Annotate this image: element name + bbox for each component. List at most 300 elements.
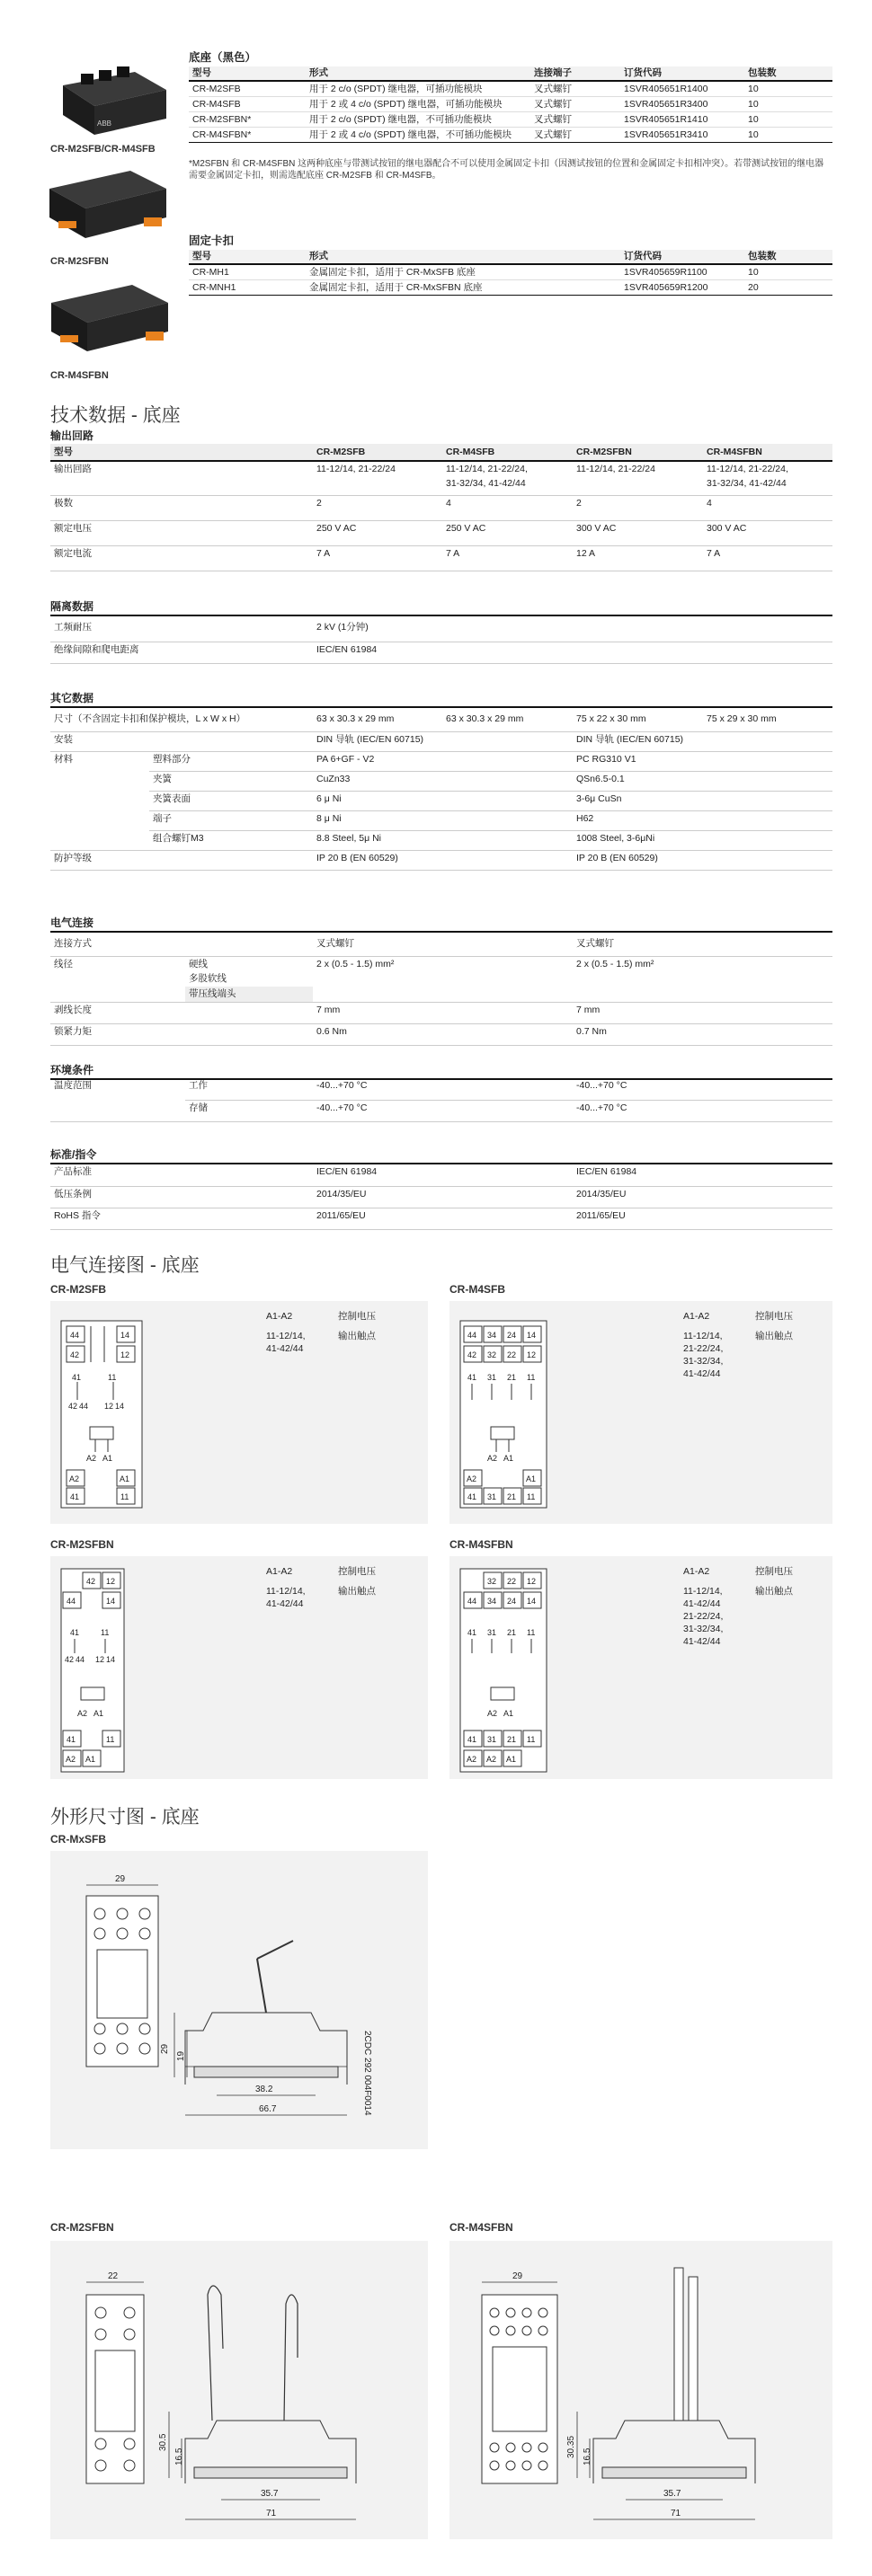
col-header: 型号 (50, 444, 313, 461)
cell: 4 (442, 495, 573, 520)
cell: 300 V AC (703, 520, 832, 545)
terminal: 14 (120, 1331, 130, 1340)
col-header: CR-M2SFBN (573, 444, 703, 461)
cell: 产品标准 (50, 1164, 313, 1186)
product-label-2: CR-M2SFBN (50, 256, 109, 267)
cell: 工频耐压 (50, 620, 313, 642)
table-row (50, 1078, 832, 1100)
cell: 安装 (50, 731, 313, 751)
cell: 带压线端头 (185, 987, 313, 1002)
a1-label: A1-A2 (266, 1566, 293, 1577)
dim-box-cr-m2sfbn (50, 2241, 428, 2539)
cell: 金属固定卡扣，适用于 CR-MxSFB 底座 (306, 264, 620, 280)
table-row (50, 731, 832, 751)
a1-label: A1-A2 (683, 1311, 710, 1322)
cell: 7 A (442, 545, 573, 571)
isolation-table (50, 620, 832, 664)
product-label-3: CR-M4SFBN (50, 370, 109, 381)
elec-table (50, 936, 832, 1046)
isolation-title: 隔离数据 (50, 598, 832, 616)
terminal: 11 (527, 1492, 536, 1501)
dim-height2: 19 (176, 2050, 186, 2061)
terminal: 44 (467, 1331, 477, 1340)
std-title: 标准/指令 (50, 1146, 832, 1164)
dim-base1: 38.2 (255, 2085, 273, 2094)
cell: -40...+70 °C (573, 1100, 832, 1121)
terminal: 41 (70, 1628, 80, 1637)
table-row (189, 112, 832, 128)
terminal: A1 (93, 1709, 104, 1718)
elec-title: 电气连接 (50, 915, 832, 933)
clips-title: 固定卡扣 (189, 235, 235, 247)
cell: 63 x 30.3 x 29 mm (313, 712, 442, 731)
clips-table (189, 250, 832, 296)
terminal: 12 (120, 1350, 130, 1359)
col-header: CR-M4SFB (442, 444, 573, 461)
col-header: 形式 (306, 250, 530, 264)
terminal: 24 (507, 1331, 517, 1340)
terminal: 22 (507, 1577, 517, 1586)
table-row (50, 642, 832, 663)
cell: 叉式螺钉 (530, 128, 620, 143)
tech-title: 技术数据 - 底座 (50, 405, 181, 426)
cell: 10 (744, 81, 832, 97)
cell: 8 μ Ni (313, 810, 573, 830)
cell: 锁紧力矩 (50, 1023, 313, 1045)
brand-logo: ABB (97, 120, 112, 128)
a1-label: A1-A2 (266, 1311, 293, 1322)
cell: 75 x 29 x 30 mm (703, 712, 832, 731)
cell: 防护等级 (50, 850, 313, 870)
cell: CR-M2SFB (189, 81, 306, 97)
terminal: 14 (527, 1331, 537, 1340)
drawing-code: 2CDC 292 004F0014 (362, 2031, 372, 2116)
table-row (50, 850, 832, 870)
terminal: A2 (487, 1454, 498, 1463)
table-row (50, 810, 832, 830)
terminal: A1 (85, 1755, 96, 1764)
product-image-cr-mxsfb (54, 54, 171, 139)
terminal: 14 (115, 1402, 125, 1411)
table-row (50, 620, 832, 642)
cell: 0.6 Nm (313, 1023, 573, 1045)
terminal: 42 (68, 1402, 78, 1411)
cell: 用于 2 c/o (SPDT) 继电器，可插功能模块 (306, 81, 530, 97)
dim-base1: 35.7 (663, 2489, 681, 2499)
table-row (50, 461, 832, 495)
cell: -40...+70 °C (573, 1078, 832, 1100)
terminal: 42 (86, 1577, 96, 1586)
table-header (189, 66, 832, 81)
cell: 0.7 Nm (573, 1023, 832, 1045)
terminal: 42 (70, 1350, 80, 1359)
terminal: 11 (527, 1735, 536, 1744)
dim-title-2: CR-M2SFBN (50, 2221, 114, 2234)
cell: 75 x 22 x 30 mm (573, 712, 703, 731)
a1-desc: 控制电压 (755, 1566, 793, 1577)
wiring-title-4: CR-M4SFBN (449, 1538, 513, 1551)
cell: IEC/EN 61984 (313, 1164, 573, 1186)
table-row (50, 520, 832, 545)
terminal: 14 (527, 1597, 537, 1606)
col-header: 订货代码 (620, 250, 744, 264)
product-image-cr-m2sfbn (45, 162, 171, 252)
terminal: 41 (70, 1492, 80, 1501)
other-table (50, 712, 832, 871)
terminal: 14 (106, 1655, 116, 1664)
table-row (189, 280, 832, 296)
cell: 2011/65/EU (573, 1208, 832, 1229)
cell: 2 x (0.5 - 1.5) mm² (313, 956, 573, 1002)
cell: 11-12/14, 21-22/24, 31-32/34, 41-42/44 (442, 461, 573, 495)
cell: 63 x 30.3 x 29 mm (442, 712, 573, 731)
cell: 用于 2 c/o (SPDT) 继电器，不可插功能模块 (306, 112, 530, 128)
cell: 4 (703, 495, 832, 520)
dim-box-cr-mxsfb (50, 1851, 428, 2149)
terminal: 11 (120, 1492, 129, 1501)
dim-box-cr-m4sfbn (449, 2241, 832, 2539)
dimension-drawing (50, 2241, 428, 2539)
sockets-note: *M2SFBN 和 CR-M4SFBN 这两种底座与带测试按钮的继电器配合不可以使用金属固定卡扣（因测试按钮的位置和金属固定卡扣相冲突）。若带测试按钮的继电器需要金属固定卡扣，则需选配底座 CR-M2SFB 和 CR-M4SFB。 (189, 159, 824, 181)
cell: CR-MH1 (189, 264, 306, 280)
output-label: 11-12/14, 41-42/44 (266, 1331, 306, 1354)
cell: 叉式螺钉 (530, 81, 620, 97)
terminal: A2 (86, 1454, 97, 1463)
terminal: A2 (66, 1755, 76, 1764)
terminal: 41 (67, 1735, 76, 1744)
cell: 用于 2 或 4 c/o (SPDT) 继电器，不可插功能模块 (306, 128, 530, 143)
terminal: 31 (487, 1492, 497, 1501)
output-desc: 输出触点 (755, 1331, 793, 1341)
wiring-box-cr-m2sfb (50, 1301, 428, 1524)
cell: 叉式螺钉 (530, 112, 620, 128)
terminal: A2 (69, 1474, 80, 1483)
terminal: 41 (467, 1735, 477, 1744)
dim-title-3: CR-M4SFBN (449, 2221, 513, 2234)
cell: 300 V AC (573, 520, 703, 545)
table-row (50, 1186, 832, 1208)
other-title: 其它数据 (50, 690, 832, 708)
cell: 1008 Steel, 3-6μNi (573, 830, 832, 850)
cell: 2014/35/EU (573, 1186, 832, 1208)
table-row (50, 771, 832, 791)
std-table (50, 1164, 832, 1230)
terminal: 44 (79, 1402, 89, 1411)
table-row (50, 791, 832, 810)
output-title: 输出回路 (50, 429, 94, 442)
dim-base2: 71 (671, 2509, 681, 2518)
cell: 1SVR405651R1410 (620, 112, 744, 128)
cell: PC RG310 V1 (573, 751, 832, 771)
terminal: 31 (487, 1628, 497, 1637)
table-row (50, 956, 832, 971)
table-row (50, 495, 832, 520)
table-row (50, 751, 832, 771)
terminal: 11 (527, 1628, 536, 1637)
sockets-title: 底座（黑色） (189, 51, 257, 64)
cell: H62 (573, 810, 832, 830)
col-header: 连接端子 (530, 66, 620, 81)
a1-desc: 控制电压 (338, 1566, 376, 1577)
cell: 尺寸（不含固定卡扣和保护模块，L x W x H） (50, 712, 313, 731)
cell: 250 V AC (442, 520, 573, 545)
cell: 输出回路 (50, 461, 313, 495)
cell: 极数 (50, 495, 313, 520)
table-row (50, 545, 832, 571)
product-label-1: CR-M2SFB/CR-M4SFB (50, 144, 156, 155)
table-row (189, 264, 832, 280)
output-label: 11-12/14, 21-22/24, 31-32/34, 41-42/44 (683, 1331, 724, 1379)
cell: -40...+70 °C (313, 1100, 573, 1121)
terminal: A1 (526, 1474, 537, 1483)
cell: 存储 (185, 1100, 313, 1121)
table-row (50, 712, 832, 731)
cell: 叉式螺钉 (313, 936, 573, 956)
wiring-title-2: CR-M4SFB (449, 1283, 505, 1296)
cell: 11-12/14, 21-22/24 (313, 461, 442, 495)
col-header (530, 250, 620, 264)
env-table (50, 1078, 832, 1122)
terminal: 12 (95, 1655, 105, 1664)
wiring-box-cr-m4sfbn (449, 1556, 832, 1779)
output-label: 11-12/14, 41-42/44 (266, 1586, 306, 1609)
table-row (50, 830, 832, 850)
cell: CR-M2SFBN* (189, 112, 306, 128)
terminal: 11 (108, 1373, 117, 1382)
dim-base1: 35.7 (261, 2489, 279, 2499)
cell: RoHS 指令 (50, 1208, 313, 1229)
cell: 7 mm (313, 1002, 573, 1023)
cell: 工作 (185, 1078, 313, 1100)
cell: 1SVR405659R1100 (620, 264, 744, 280)
cell: 1SVR405651R3410 (620, 128, 744, 143)
cell: 7 mm (573, 1002, 832, 1023)
terminal: A1 (120, 1474, 130, 1483)
terminal: 34 (487, 1331, 497, 1340)
dim-title-1: CR-MxSFB (50, 1833, 106, 1846)
terminal: 12 (104, 1402, 114, 1411)
cell: 250 V AC (313, 520, 442, 545)
dim-height2: 16.5 (174, 2448, 184, 2465)
col-header: 包装数 (744, 250, 832, 264)
cell: 10 (744, 128, 832, 143)
wiring-title: 电气连接图 - 底座 (50, 1255, 200, 1276)
terminal: 41 (72, 1373, 82, 1382)
table-row (189, 97, 832, 112)
cell: 线径 (50, 956, 185, 1002)
cell: IP 20 B (EN 60529) (313, 850, 573, 870)
cell: 2 (313, 495, 442, 520)
terminal: A1 (506, 1755, 517, 1764)
cell: 温度范围 (50, 1078, 185, 1121)
cell: 用于 2 或 4 c/o (SPDT) 继电器，可插功能模块 (306, 97, 530, 112)
cell: 1SVR405659R1200 (620, 280, 744, 296)
terminal: 21 (507, 1628, 517, 1637)
dim-width: 22 (108, 2271, 119, 2281)
cell: 1SVR405651R1400 (620, 81, 744, 97)
terminal: 21 (507, 1492, 517, 1501)
terminal: 32 (487, 1350, 497, 1359)
dim-base2: 71 (266, 2509, 277, 2518)
cell: 额定电流 (50, 545, 313, 571)
dimension-drawing (50, 1851, 428, 2149)
terminal: 41 (467, 1492, 477, 1501)
wiring-title-1: CR-M2SFB (50, 1283, 106, 1296)
table-row (50, 1023, 832, 1045)
terminal: 34 (487, 1597, 497, 1606)
a1-desc: 控制电压 (755, 1311, 793, 1322)
cell: 剥线长度 (50, 1002, 313, 1023)
cell: QSn6.5-0.1 (573, 771, 832, 791)
col-header: 订货代码 (620, 66, 744, 81)
terminal: 22 (507, 1350, 517, 1359)
cell: DIN 导轨 (IEC/EN 60715) (573, 731, 832, 751)
dim-width: 29 (512, 2271, 523, 2281)
terminal: 12 (106, 1577, 116, 1586)
terminal: 44 (70, 1331, 80, 1340)
output-label: 11-12/14, 41-42/44 21-22/24, 31-32/34, 41-42/44 (683, 1586, 724, 1647)
cell: 10 (744, 112, 832, 128)
cell: CR-M4SFB (189, 97, 306, 112)
terminal: 31 (487, 1373, 497, 1382)
terminal: 32 (487, 1577, 497, 1586)
col-header: CR-M2SFB (313, 444, 442, 461)
cell: 连接方式 (50, 936, 313, 956)
cell: 金属固定卡扣，适用于 CR-MxSFBN 底座 (306, 280, 620, 296)
cell: 20 (744, 280, 832, 296)
terminal: 41 (467, 1373, 477, 1382)
a1-desc: 控制电压 (338, 1311, 376, 1322)
table-row (50, 1002, 832, 1023)
terminal: 11 (106, 1735, 115, 1744)
cell: 夹簧 (149, 771, 313, 791)
cell: 2 kV (1分钟) (313, 620, 832, 642)
cell: 塑料部分 (149, 751, 313, 771)
cell: 绝缘间隙和爬电距离 (50, 642, 313, 663)
col-header: 型号 (189, 66, 306, 81)
cell: 2 x (0.5 - 1.5) mm² (573, 956, 832, 1002)
terminal: 11 (101, 1628, 110, 1637)
cell: CR-M4SFBN* (189, 128, 306, 143)
table-row (50, 1208, 832, 1229)
terminal: 44 (467, 1597, 477, 1606)
cell: 叉式螺钉 (530, 97, 620, 112)
cell: 材料 (50, 751, 149, 850)
col-header: CR-M4SFBN (703, 444, 832, 461)
terminal: 44 (76, 1655, 85, 1664)
cell: 额定电压 (50, 520, 313, 545)
dim-base2: 66.7 (259, 2104, 277, 2114)
col-header: 包装数 (744, 66, 832, 81)
cell: 8.8 Steel, 5μ Ni (313, 830, 573, 850)
cell: IEC/EN 61984 (573, 1164, 832, 1186)
cell: 12 A (573, 545, 703, 571)
terminal: 31 (487, 1735, 497, 1744)
cell: 2011/65/EU (313, 1208, 573, 1229)
cell: PA 6+GF - V2 (313, 751, 573, 771)
table-row (189, 128, 832, 143)
terminal: A2 (467, 1474, 477, 1483)
table-row (50, 936, 832, 956)
cell: 组合螺钉M3 (149, 830, 313, 850)
dims-title: 外形尺寸图 - 底座 (50, 1807, 200, 1828)
terminal: 44 (67, 1597, 76, 1606)
dim-height: 29 (160, 2043, 170, 2054)
output-table (50, 444, 832, 571)
terminal: 21 (507, 1373, 517, 1382)
cell: IEC/EN 61984 (313, 642, 832, 663)
cell: CR-MNH1 (189, 280, 306, 296)
cell: 1SVR405651R3400 (620, 97, 744, 112)
cell: 10 (744, 264, 832, 280)
env-title: 环境条件 (50, 1062, 832, 1080)
cell: 3-6μ CuSn (573, 791, 832, 810)
col-header: 型号 (189, 250, 306, 264)
product-image-cr-m4sfbn (47, 274, 173, 364)
terminal: A1 (503, 1709, 514, 1718)
terminal: 12 (527, 1350, 537, 1359)
cell: 11-12/14, 21-22/24, 31-32/34, 41-42/44 (703, 461, 832, 495)
dimension-drawing (449, 2241, 832, 2539)
table-row (189, 81, 832, 97)
cell: 11-12/14, 21-22/24 (573, 461, 703, 495)
cell: 2 (573, 495, 703, 520)
cell: CuZn33 (313, 771, 573, 791)
terminal: A2 (77, 1709, 88, 1718)
terminal: 42 (467, 1350, 477, 1359)
dim-height: 30.5 (158, 2433, 168, 2451)
terminal: A2 (486, 1755, 497, 1764)
cell: 6 μ Ni (313, 791, 573, 810)
output-desc: 输出触点 (755, 1586, 793, 1597)
output-desc: 输出触点 (338, 1586, 376, 1597)
cell: 叉式螺钉 (573, 936, 832, 956)
cell: 2014/35/EU (313, 1186, 573, 1208)
cell: 7 A (313, 545, 442, 571)
cell: DIN 导轨 (IEC/EN 60715) (313, 731, 573, 751)
dim-width: 29 (115, 1874, 126, 1884)
terminal: A1 (102, 1454, 113, 1463)
cell: -40...+70 °C (313, 1078, 573, 1100)
sockets-table (189, 66, 832, 143)
col-header: 形式 (306, 66, 530, 81)
wiring-title-3: CR-M2SFBN (50, 1538, 114, 1551)
table-row (50, 1164, 832, 1186)
cell: 端子 (149, 810, 313, 830)
terminal: 14 (106, 1597, 116, 1606)
terminal: A2 (487, 1709, 498, 1718)
output-desc: 输出触点 (338, 1331, 376, 1341)
table-header (50, 444, 832, 461)
cell: 10 (744, 97, 832, 112)
a1-label: A1-A2 (683, 1566, 710, 1577)
table-header (189, 250, 832, 264)
wiring-box-cr-m2sfbn (50, 1556, 428, 1779)
terminal: 21 (507, 1735, 517, 1744)
terminal: 41 (467, 1628, 477, 1637)
cell: 低压条例 (50, 1186, 313, 1208)
terminal: A1 (503, 1454, 514, 1463)
cell: 7 A (703, 545, 832, 571)
wiring-box-cr-m4sfb (449, 1301, 832, 1524)
dim-height2: 16.5 (583, 2448, 592, 2465)
cell: 夹簧表面 (149, 791, 313, 810)
dim-height: 30.35 (566, 2435, 576, 2458)
terminal: 42 (65, 1655, 75, 1664)
terminal: 24 (507, 1597, 517, 1606)
terminal: 12 (527, 1577, 537, 1586)
cell: 多股软线 (189, 973, 227, 984)
